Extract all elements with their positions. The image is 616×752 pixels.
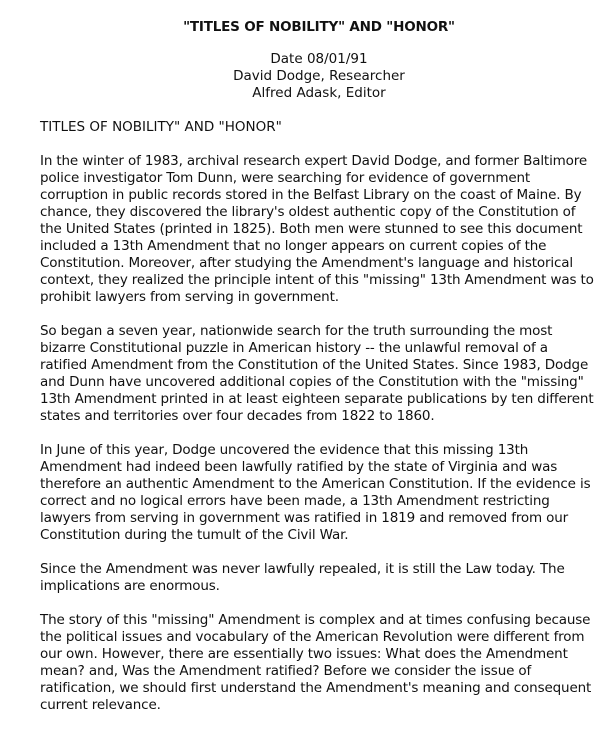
date-line: Date 08/01/91 [270,51,368,67]
researcher-line: David Dodge, Researcher [233,68,405,84]
paragraph-5: The story of this "missing" Amendment is complex and at times confusing because the political issues and vocabulary of the American Revolution were different from our own. However, there are essentially two issues: What does the Amendment mean? and, Was the Amendment ratified? Before we consider the issue of ratification, we should first understand the Amendment's meaning and consequent current relevance. [40,612,592,713]
document-meta [40,51,598,102]
paragraph-4: Since the Amendment was never lawfully repealed, it is still the Law today. The implications are enormous. [40,561,565,594]
paragraph-1: In the winter of 1983, archival research expert David Dodge, and former Baltimore police investigator Tom Dunn, were searching for evidence of government corruption in public records stored in the Belfast Library on the coast of Maine. By chance, they discovered the library's oldest authentic copy of the Constitution of the United States (printed in 1825). Both men were stunned to see this document included a 13th Amendment that no longer appears on current copies of the Constitution. Moreover, after studying the Amendment's language and historical context, they realized the principle intent of this "missing" 13th Amendment was to prohibit lawyers from serving in government. [40,153,594,305]
section-heading: TITLES OF NOBILITY" AND "HONOR" [40,119,282,135]
paragraph-2: So began a seven year, nationwide search for the truth surrounding the most bizarre Constitutional puzzle in American history -- the unlawful removal of a ratified Amendment from the Constitution of the United States. Since 1983, Dodge and Dunn have uncovered additional copies of the Constitution with the "missing" 13th Amendment printed in at least eighteen separate publications by ten different states and territories over four decades from 1822 to 1860. [40,323,594,424]
editor-line: Alfred Adask, Editor [252,85,386,101]
paragraph-3: In June of this year, Dodge uncovered the evidence that this missing 13th Amendment had indeed been lawfully ratified by the state of Virginia and was therefore an authentic Amendment to the American Constitution. If the evidence is correct and no logical errors have been made, a 13th Amendment restricting lawyers from serving in government was ratified in 1819 and removed from our Constitution during the tumult of the Civil War. [40,442,591,543]
document-title: "TITLES OF NOBILITY" AND "HONOR" [183,19,455,35]
